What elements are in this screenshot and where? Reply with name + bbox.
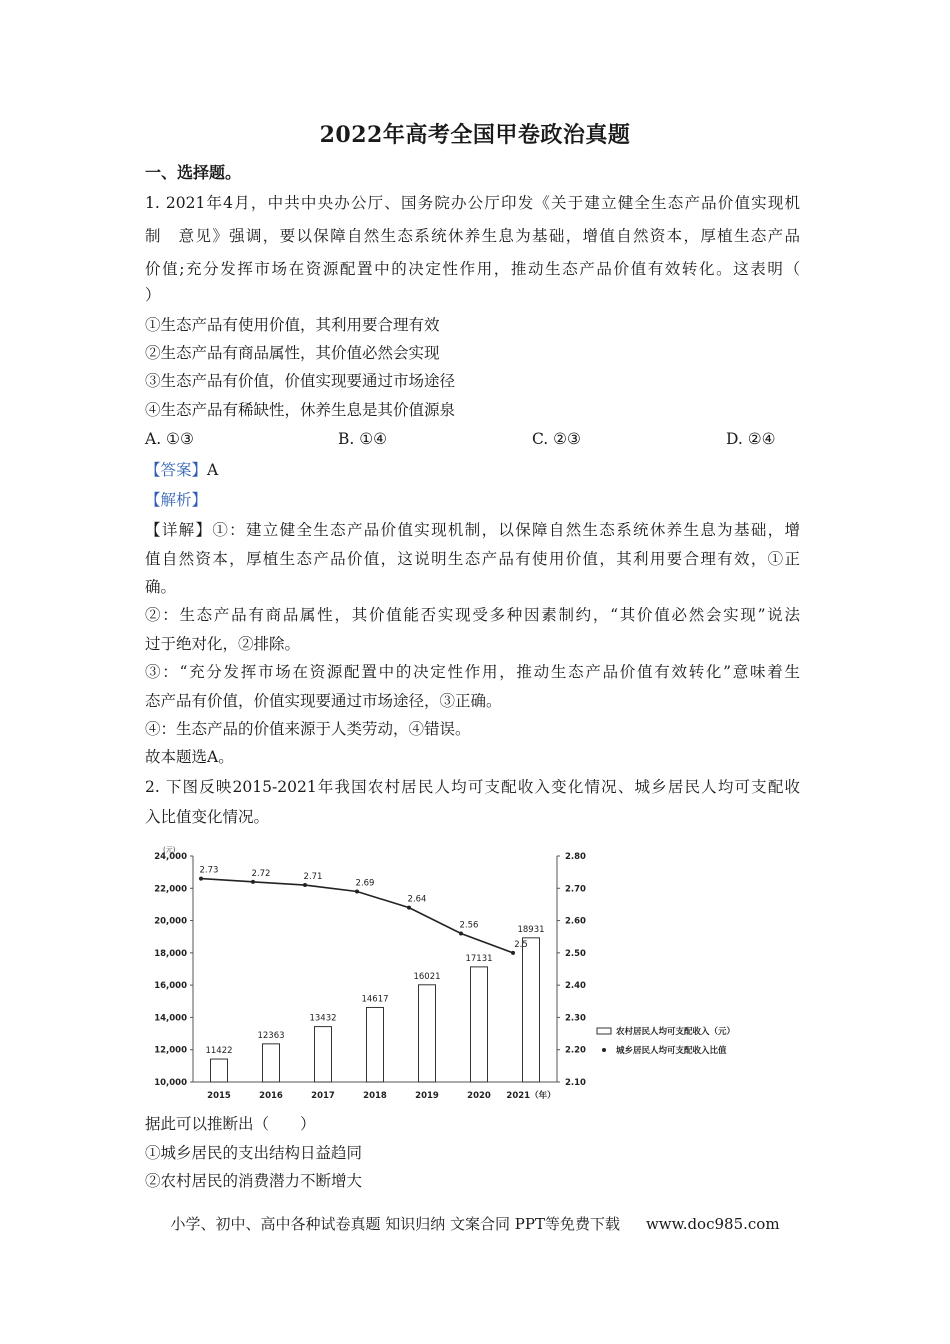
q1-stem-line: 1. 2021年4月，中共中央办公厅、国务院办公厅印发《关于建立健全生态产品价值实现机 bbox=[145, 194, 800, 212]
detail-line: 值自然资本，厚植生态产品价值，这说明生态产品有使用价值，其利用要合理有效，①正 bbox=[145, 550, 800, 568]
bar-value-label: 18931 bbox=[517, 924, 545, 935]
q1-answer bbox=[145, 459, 218, 481]
bar-value-label: 12363 bbox=[257, 1030, 285, 1041]
x-tick-label: 2019 bbox=[415, 1091, 439, 1101]
ratio-value-label: 2.5 bbox=[514, 939, 528, 950]
ratio-value-label: 2.72 bbox=[251, 868, 271, 879]
ratio-point bbox=[251, 880, 255, 884]
q1-option-d: D. ②④ bbox=[726, 430, 776, 448]
left-tick-label: 18,000 bbox=[154, 948, 187, 959]
right-tick-label: 2.60 bbox=[565, 916, 586, 927]
ratio-value-label: 2.56 bbox=[459, 920, 479, 931]
section-heading: 一、选择题。 bbox=[145, 163, 242, 182]
q1-stem-line: 制 意见》强调，要以保障自然生态系统休养生息为基础，增值自然资本，厚植生态产品 bbox=[145, 227, 800, 245]
bar bbox=[315, 1027, 332, 1082]
detail-line: ②：生态产品有商品属性，其价值能否实现受多种因素制约，“其价值必然会实现”说法 bbox=[145, 606, 800, 624]
left-unit-label: (元) bbox=[163, 846, 176, 854]
detail-line: 故本题选A。 bbox=[145, 748, 234, 766]
page-footer bbox=[0, 1213, 950, 1234]
q1-stem-line: ） bbox=[145, 286, 161, 304]
detail-line: ④：生态产品的价值来源于人类劳动，④错误。 bbox=[145, 720, 471, 738]
legend-line-label: 城乡居民人均可支配收入比值 bbox=[616, 1046, 727, 1056]
income-chart bbox=[145, 842, 765, 1104]
legend-bar-label: 农村居民人均可支配收入（元） bbox=[616, 1027, 736, 1037]
detail-line: 【详解】①：建立健全生态产品价值实现机制，以保障自然生态系统休养生息为基础，增 bbox=[145, 521, 800, 539]
detail-line: 过于绝对化，②排除。 bbox=[145, 635, 301, 653]
right-tick-label: 2.50 bbox=[565, 948, 586, 959]
x-tick-label: 2021（年） bbox=[506, 1091, 556, 1101]
ratio-point bbox=[199, 877, 203, 881]
q1-option-c: C. ②③ bbox=[532, 430, 581, 448]
q1-statement: ③生态产品有价值，价值实现要通过市场途径 bbox=[145, 372, 456, 390]
right-tick-label: 2.40 bbox=[565, 981, 586, 992]
right-tick-label: 2.20 bbox=[565, 1045, 586, 1056]
analysis-tag: 【解析】 bbox=[145, 491, 208, 509]
left-tick-label: 16,000 bbox=[154, 981, 187, 992]
right-tick-label: 2.30 bbox=[565, 1013, 586, 1024]
q1-stem-line: 价值;充分发挥市场在资源配置中的决定性作用，推动生态产品价值有效转化。这表明（ bbox=[145, 260, 800, 278]
legend-bar-swatch bbox=[597, 1028, 611, 1034]
bar bbox=[211, 1059, 228, 1082]
bar-value-label: 11422 bbox=[205, 1046, 233, 1057]
legend-line-swatch bbox=[602, 1048, 606, 1052]
q2-stem-line: 2. 下图反映2015-2021年我国农村居民人均可支配收入变化情况、城乡居民人均可支配收 bbox=[145, 778, 800, 796]
bar-value-label: 13432 bbox=[309, 1013, 337, 1024]
q1-statement: ①生态产品有使用价值，其利用要合理有效 bbox=[145, 316, 440, 334]
left-tick-label: 12,000 bbox=[154, 1045, 187, 1056]
ratio-point bbox=[511, 951, 515, 955]
bar bbox=[523, 938, 540, 1082]
left-tick-label: 20,000 bbox=[154, 916, 187, 927]
q1-option-a: A. ①③ bbox=[145, 430, 194, 448]
left-tick-label: 10,000 bbox=[154, 1078, 187, 1088]
x-tick-label: 2016 bbox=[259, 1091, 283, 1101]
left-tick-label: 14,000 bbox=[154, 1013, 187, 1024]
right-tick-label: 2.70 bbox=[565, 884, 586, 895]
right-tick-label: 2.10 bbox=[565, 1078, 586, 1088]
footer-url: www.doc985.com bbox=[645, 1215, 780, 1233]
q1-statement: ②生态产品有商品属性，其价值必然会实现 bbox=[145, 344, 440, 362]
q2-prompt: 据此可以推断出（ ） bbox=[145, 1115, 316, 1133]
ratio-value-label: 2.71 bbox=[303, 872, 323, 883]
page-title: 2022年高考全国甲卷政治真题 bbox=[319, 122, 631, 148]
footer-text: 小学、初中、高中各种试卷真题 知识归纳 文案合同 PPT等免费下载 bbox=[170, 1215, 620, 1233]
ratio-value-label: 2.64 bbox=[407, 894, 427, 905]
q1-option-b: B. ①④ bbox=[338, 430, 388, 448]
bar bbox=[419, 985, 436, 1082]
q2-statement: ②农村居民的消费潜力不断增大 bbox=[145, 1172, 363, 1190]
detail-line: 态产品有价值，价值实现要通过市场途径，③正确。 bbox=[145, 692, 502, 710]
bar-value-label: 17131 bbox=[465, 953, 493, 964]
x-tick-label: 2017 bbox=[311, 1091, 335, 1101]
bar bbox=[471, 967, 488, 1082]
x-tick-label: 2018 bbox=[363, 1091, 387, 1101]
ratio-point bbox=[407, 906, 411, 910]
q2-statement: ①城乡居民的支出结构日益趋同 bbox=[145, 1144, 363, 1162]
right-tick-label: 2.80 bbox=[565, 852, 586, 862]
bar-value-label: 16021 bbox=[413, 971, 441, 982]
answer-value: A bbox=[207, 461, 219, 479]
ratio-point bbox=[355, 890, 359, 894]
x-tick-label: 2020 bbox=[467, 1091, 491, 1101]
detail-line: 确。 bbox=[145, 578, 177, 596]
ratio-value-label: 2.69 bbox=[355, 878, 375, 889]
q2-stem-line: 入比值变化情况。 bbox=[145, 808, 270, 826]
bar bbox=[263, 1044, 280, 1082]
bar bbox=[367, 1007, 384, 1082]
ratio-value-label: 2.73 bbox=[199, 865, 219, 876]
ratio-point bbox=[303, 883, 307, 887]
bar-value-label: 14617 bbox=[361, 994, 389, 1005]
answer-tag: 【答案】 bbox=[145, 461, 208, 479]
left-tick-label: 22,000 bbox=[154, 884, 187, 895]
x-tick-label: 2015 bbox=[207, 1091, 231, 1101]
left-tick-label: 24,000 bbox=[154, 852, 187, 862]
q1-statement: ④生态产品有稀缺性，休养生息是其价值源泉 bbox=[145, 401, 456, 419]
detail-line: ③：“充分发挥市场在资源配置中的决定性作用，推动生态产品价值有效转化”意味着生 bbox=[145, 663, 800, 681]
ratio-point bbox=[459, 931, 463, 935]
